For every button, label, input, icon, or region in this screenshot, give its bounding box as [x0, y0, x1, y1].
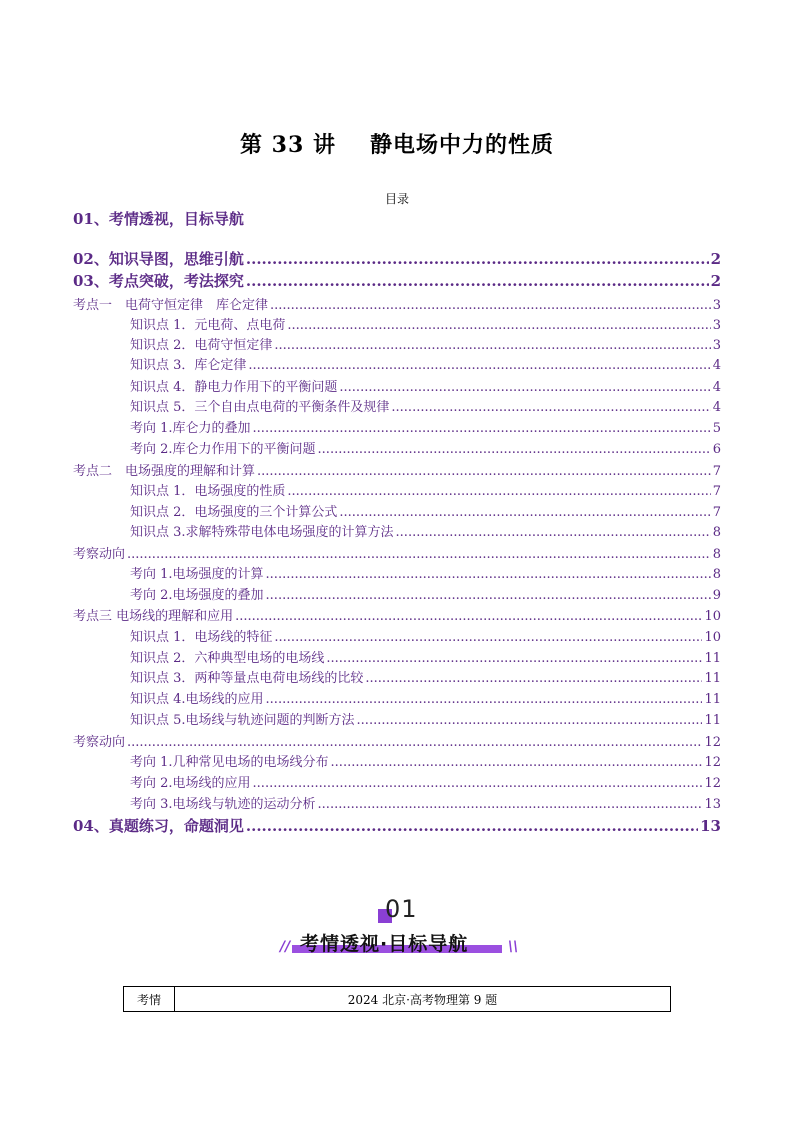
toc-page-number: 7 — [712, 464, 721, 479]
toc-leader-dots — [253, 421, 711, 436]
toc-page-number: 3 — [712, 298, 721, 313]
toc-page-number: 13 — [700, 817, 721, 835]
toc-entry[interactable] — [73, 294, 721, 314]
toc-leader-dots — [396, 525, 711, 540]
toc-leader-dots — [339, 505, 710, 520]
toc-page-number: 12 — [704, 776, 721, 791]
toc-leader-dots — [365, 671, 702, 686]
toc-entry[interactable] — [73, 248, 721, 268]
toc-entry[interactable] — [130, 709, 721, 729]
toc-leader-dots — [274, 630, 702, 645]
toc-leader-dots — [246, 272, 709, 290]
toc-entry-label: 知识点 3.求解特殊带电体电场强度的计算方法 — [130, 525, 394, 540]
toc-leader-dots — [127, 735, 702, 750]
exam-info-table — [123, 986, 671, 1012]
toc-entry-label: 考向 1.库仑力的叠加 — [130, 421, 251, 436]
toc-page-number: 8 — [712, 567, 721, 582]
toc-entry-label: 03、考点突破，考法探究 — [73, 272, 244, 290]
toc-entry[interactable] — [130, 647, 721, 667]
toc-entry[interactable] — [130, 667, 721, 687]
toc-entry-label: 考察动向 — [73, 547, 126, 562]
section-banner — [0, 895, 794, 965]
lecture-topic: 静电场中力的性质 — [369, 132, 554, 158]
toc-leader-dots — [266, 692, 703, 707]
page-title — [0, 128, 794, 159]
toc-entry-label: 知识点 3．两种等量点电荷电场线的比较 — [130, 671, 364, 686]
toc-leader-dots — [287, 318, 710, 333]
toc-entry-label: 知识点 1．元电荷、点电荷 — [130, 318, 286, 333]
toc-leader-dots — [266, 567, 711, 582]
toc-leader-dots — [266, 588, 711, 603]
toc-entry[interactable] — [130, 793, 721, 813]
toc-entry[interactable] — [130, 480, 721, 500]
toc-leader-dots — [246, 250, 709, 268]
toc-entry-label: 知识点 4．静电力作用下的平衡问题 — [130, 380, 338, 395]
toc-entry[interactable] — [130, 688, 721, 708]
toc-leader-dots — [235, 609, 702, 624]
toc-page-number: 11 — [704, 671, 721, 686]
toc-entry-label: 04、真题练习，命题洞见 — [73, 817, 244, 835]
toc-entry-label: 知识点 5．三个自由点电荷的平衡条件及规律 — [130, 400, 390, 415]
toc-entry-label: 02、知识导图，思维引航 — [73, 250, 244, 268]
info-key-cell: 考情 — [124, 987, 175, 1012]
toc-entry-label: 知识点 2．电荷守恒定律 — [130, 338, 273, 353]
toc-entry-label: 知识点 2．六种典型电场的电场线 — [130, 651, 325, 666]
toc-entry[interactable] — [73, 605, 721, 625]
toc-leader-dots — [246, 817, 698, 835]
toc-page-number: 7 — [712, 484, 721, 499]
toc-entry[interactable] — [130, 354, 721, 374]
section-number: 01 — [385, 895, 418, 923]
toc-page-number: 7 — [712, 505, 721, 520]
toc-leader-dots — [253, 776, 703, 791]
toc-entry-label: 考点三 电场线的理解和应用 — [73, 609, 234, 624]
toc-page-number: 3 — [712, 318, 721, 333]
lecture-number: 第 33 讲 — [240, 132, 336, 158]
toc-entry-label: 考点一 电荷守恒定律 库仑定律 — [73, 298, 269, 313]
toc-heading: 目录 — [384, 192, 409, 206]
toc-leader-dots — [357, 713, 703, 728]
toc-entry[interactable] — [130, 501, 721, 521]
toc-entry-label: 知识点 3．库仑定律 — [130, 358, 247, 373]
toc-entry-label: 考向 1.几种常见电场的电场线分布 — [130, 755, 329, 770]
toc-leader-dots — [274, 338, 710, 353]
toc-entry[interactable] — [130, 521, 721, 541]
toc-page-number: 12 — [704, 735, 721, 750]
toc-leader-dots — [339, 380, 710, 395]
toc-page-number: 3 — [712, 338, 721, 353]
toc-page-number: 11 — [704, 713, 721, 728]
toc-leader-dots — [318, 442, 711, 457]
toc-page-number: 2 — [710, 250, 721, 268]
toc-leader-dots — [270, 298, 711, 313]
toc-entry[interactable] — [130, 626, 721, 646]
toc-page-number: 9 — [712, 588, 721, 603]
toc-page-number: 2 — [710, 272, 721, 290]
toc-entry[interactable] — [130, 334, 721, 354]
toc-leader-dots — [127, 547, 711, 562]
section-heading: 考情透视·目标导航 — [300, 933, 469, 955]
toc-entry[interactable] — [130, 772, 721, 792]
toc-leader-dots — [318, 797, 703, 812]
toc-entry-label: 考向 2.电场强度的叠加 — [130, 588, 264, 603]
toc-entry[interactable] — [73, 543, 721, 563]
toc-leader-dots — [257, 464, 711, 479]
toc-entry[interactable] — [130, 584, 721, 604]
toc-page-number: 4 — [712, 380, 721, 395]
toc-page-number: 8 — [712, 547, 721, 562]
toc-leader-dots — [331, 755, 703, 770]
toc-page-number: 12 — [704, 755, 721, 770]
toc-entry[interactable] — [130, 396, 721, 416]
toc-page-number: 10 — [704, 609, 721, 624]
toc-entry[interactable] — [130, 563, 721, 583]
toc-entry[interactable] — [73, 815, 721, 835]
toc-entry-label: 考察动向 — [73, 735, 126, 750]
toc-entry-label: 知识点 5.电场线与轨迹问题的判断方法 — [130, 713, 355, 728]
toc-leader-dots — [287, 484, 710, 499]
toc-page-number: 6 — [712, 442, 721, 457]
toc-entry[interactable] — [130, 314, 721, 334]
toc-entry[interactable] — [130, 438, 721, 458]
toc-entry[interactable] — [73, 460, 721, 480]
toc-entry-label: 考向 2.库仑力作用下的平衡问题 — [130, 442, 316, 457]
toc-entry[interactable] — [73, 208, 721, 232]
left-slash-decoration: // — [280, 939, 291, 955]
toc-entry[interactable] — [73, 270, 721, 290]
table-row — [124, 987, 671, 1012]
toc-entry-label: 考向 2.电场线的应用 — [130, 776, 251, 791]
toc-entry[interactable] — [130, 751, 721, 771]
toc-entry[interactable] — [130, 417, 721, 437]
toc-page-number: 11 — [704, 651, 721, 666]
toc-page-number: 4 — [712, 358, 721, 373]
toc-leader-dots — [391, 400, 710, 415]
toc-entry[interactable] — [130, 376, 721, 396]
toc-entry-label: 知识点 4.电场线的应用 — [130, 692, 264, 707]
toc-page-number: 5 — [712, 421, 721, 436]
toc-page-number: 13 — [704, 797, 721, 812]
toc-entry-label: 知识点 2．电场强度的三个计算公式 — [130, 505, 338, 520]
right-slash-decoration: \\ — [508, 939, 519, 955]
toc-entry-label: 考向 1.电场强度的计算 — [130, 567, 264, 582]
toc-page-number: 10 — [704, 630, 721, 645]
toc-entry-label: 知识点 1．电场强度的性质 — [130, 484, 286, 499]
toc-leader-dots — [248, 358, 710, 373]
toc-page-number: 8 — [712, 525, 721, 540]
toc-entry[interactable] — [73, 731, 721, 751]
toc-entry-label: 知识点 1．电场线的特征 — [130, 630, 273, 645]
toc-entry-label: 考点二 电场强度的理解和计算 — [73, 464, 256, 479]
toc-leader-dots — [326, 651, 702, 666]
toc-page-number: 11 — [704, 692, 721, 707]
toc-page-number: 4 — [712, 400, 721, 415]
info-value-cell: 2024 北京·高考物理第 9 题 — [175, 987, 671, 1012]
toc-entry-label: 考向 3.电场线与轨迹的运动分析 — [130, 797, 316, 812]
toc-entry-label: 01、考情透视，目标导航 — [73, 210, 244, 228]
